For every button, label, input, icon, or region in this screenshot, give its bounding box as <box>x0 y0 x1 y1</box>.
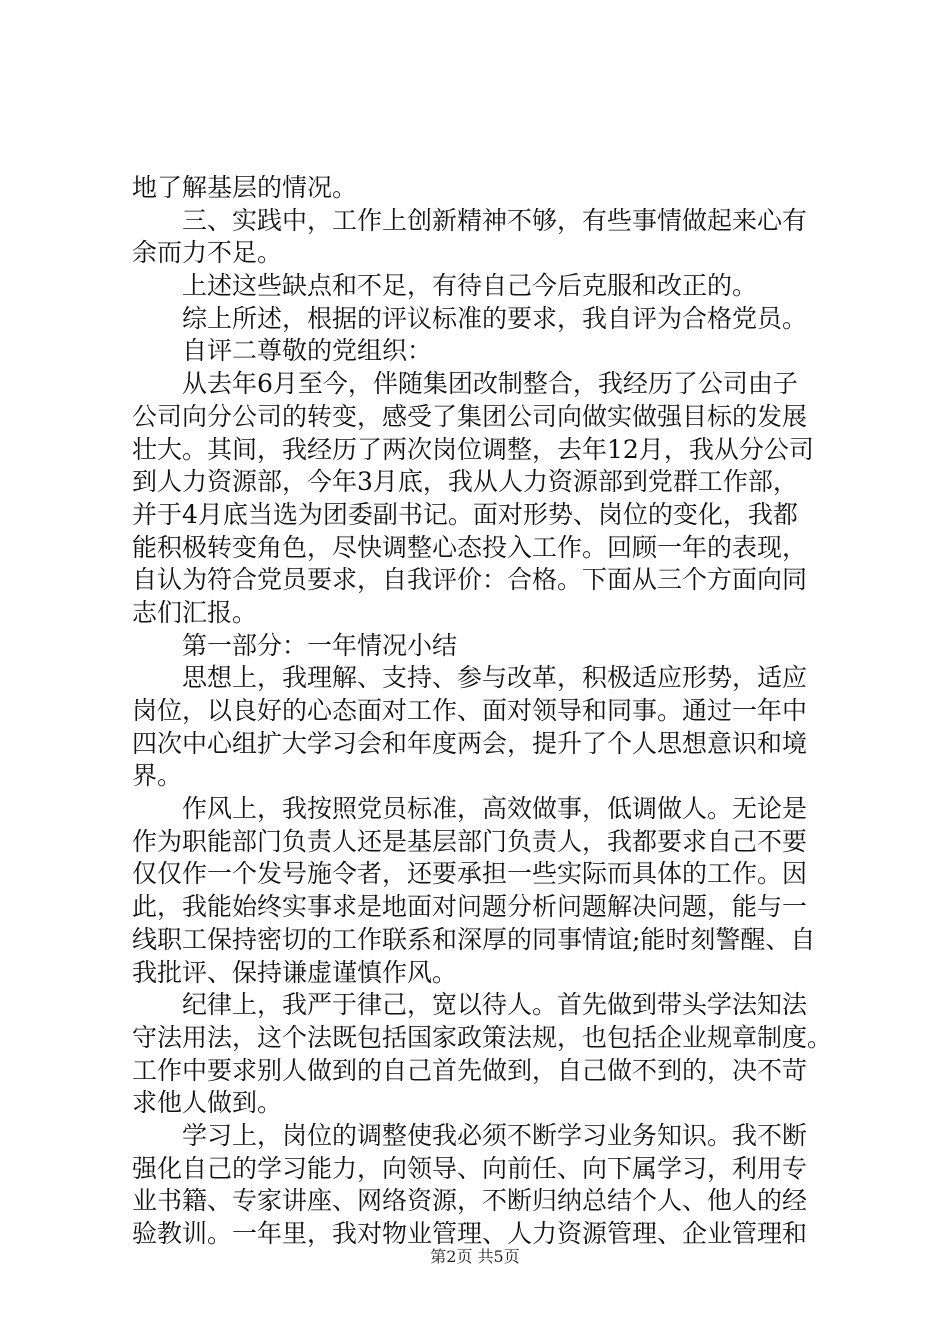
text-line: 业书籍、专家讲座、网络资源，不断归纳总结个人、他人的经 <box>132 1186 808 1216</box>
text-line: 界。 <box>132 761 183 791</box>
text-line: 工作中要求别人做到的自己首先做到，自己做不到的，决不苛 <box>132 1055 808 1085</box>
text-line: 岗位，以良好的心态面对工作、面对领导和同事。通过一年中 <box>132 696 808 725</box>
text-line: 作为职能部门负责人还是基层部门负责人，我都要求自己不要 <box>132 826 808 856</box>
text-line: 第一部分：一年情况小结 <box>182 630 458 660</box>
text-line: 思想上，我理解、支持、参与改革，积极适应形势，适应 <box>182 663 808 693</box>
text-line: 纪律上，我严于律己，宽以待人。首先做到带头学法知法 <box>182 990 808 1020</box>
text-line: 求他人做到。 <box>132 1088 283 1118</box>
page-footer: 第2页 共5页 <box>430 1247 520 1266</box>
text-line: 四次中心组扩大学习会和年度两会，提升了个人思想意识和境 <box>132 728 808 758</box>
text-line: 作风上，我按照党员标准，高效做事，低调做人。无论是 <box>182 794 808 824</box>
text-line: 学习上，岗位的调整使我必须不断学习业务知识。我不断 <box>182 1120 808 1150</box>
text-line: 志们汇报。 <box>132 597 258 627</box>
text-line: 自认为符合党员要求，自我评价：合格。下面从三个方面向同 <box>132 565 808 595</box>
text-line: 综上所述，根据的评议标准的要求，我自评为合格党员。 <box>182 303 808 333</box>
text-line: 仅仅作一个发号施令者，还要承担一些实际而具体的工作。因 <box>132 859 808 889</box>
document-body <box>132 172 844 1251</box>
text-line: 上述这些缺点和不足，有待自己今后克服和改正的。 <box>182 271 758 301</box>
text-line: 验教训。一年里，我对物业管理、人力资源管理、企业管理和 <box>132 1219 808 1248</box>
text-line: 壮大。其间，我经历了两次岗位调整，去年12月，我从分公司 <box>132 434 814 464</box>
text-line: 守法用法，这个法既包括国家政策法规，也包括企业规章制度。 <box>132 1022 833 1052</box>
text-line: 从去年6月至今，伴随集团改制整合，我经历了公司由子 <box>182 369 798 399</box>
text-line: 自评二尊敬的党组织： <box>182 336 433 366</box>
text-line: 此，我能始终实事求是地面对问题分析问题解决问题，能与一 <box>132 892 808 922</box>
text-line: 三、实践中，工作上创新精神不够，有些事情做起来心有 <box>182 205 808 235</box>
text-line: 到人力资源部，今年3月底，我从人力资源部到党群工作部， <box>132 467 798 497</box>
text-line: 地了解基层的情况。 <box>132 173 358 202</box>
text-line: 公司向分公司的转变，感受了集团公司向做实做强目标的发展 <box>132 401 808 431</box>
text-line: 能积极转变角色，尽快调整心态投入工作。回顾一年的表现， <box>132 532 808 562</box>
text-line: 我批评、保持谦虚谨慎作风。 <box>132 957 458 987</box>
text-line: 并于4月底当选为团委副书记。面对形势、岗位的变化，我都 <box>132 499 798 529</box>
text-line: 余而力不足。 <box>132 238 283 268</box>
text-line: 强化自己的学习能力，向领导、向前任、向下属学习，利用专 <box>132 1153 808 1183</box>
text-line: 线职工保持密切的工作联系和深厚的同事情谊;能时刻警醒、自 <box>132 924 816 954</box>
